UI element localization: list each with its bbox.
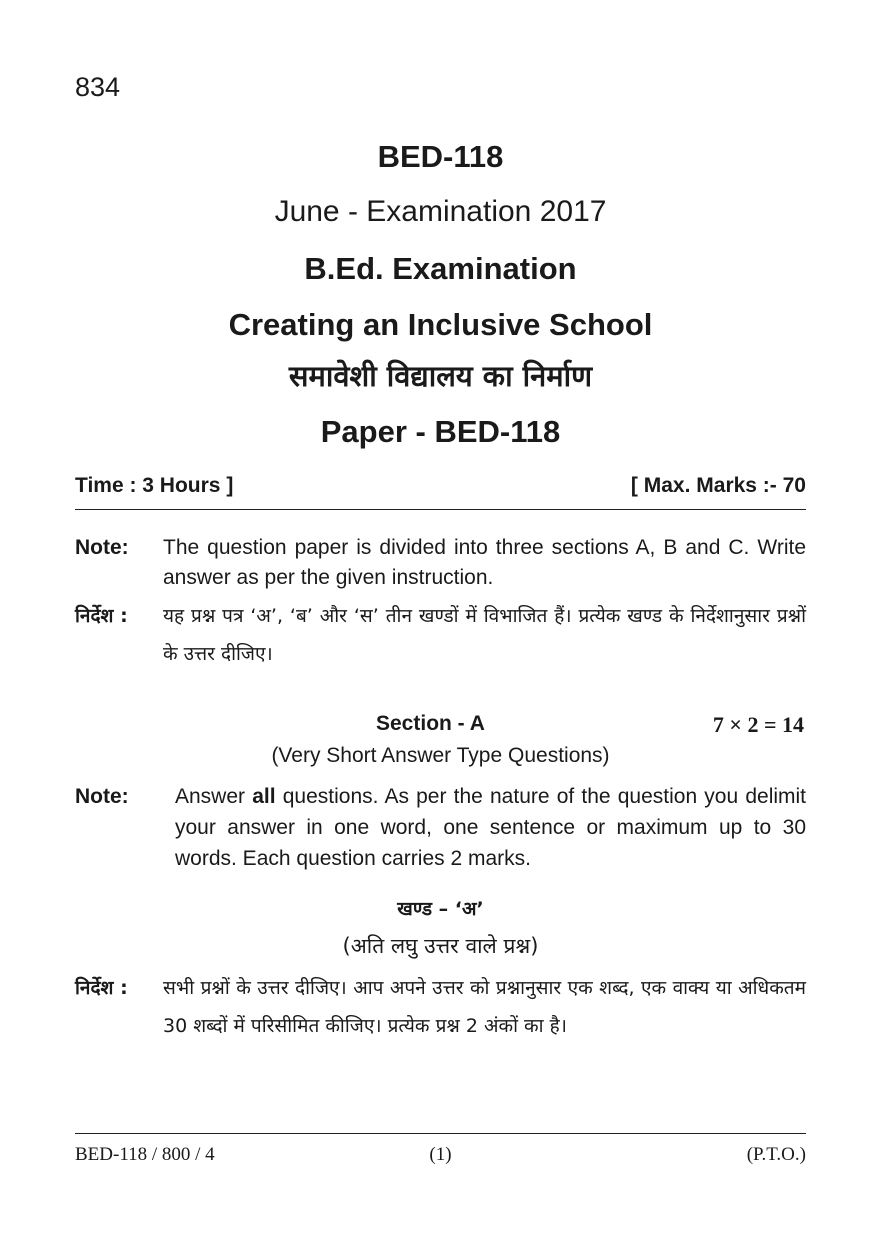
section-note-label-hi: निर्देश : [75, 977, 128, 999]
exam-session: June - Examination 2017 [274, 195, 607, 228]
note-label: Note: [75, 536, 129, 559]
note-text-hi: यह प्रश्न पत्र ‘अ’, ‘ब’ और ‘स’ तीन खण्डों में विभाजित हैं। प्रत्येक खण्ड के निर्देशानुसार प्रश्नों के उत्तर दीजिए। [163, 605, 806, 665]
subject-title-hi: समावेशी विद्यालय का निर्माण [288, 359, 593, 393]
general-note-en [75, 533, 806, 593]
section-note-label: Note: [75, 785, 129, 808]
section-a-subtitle: (Very Short Answer Type Questions) [271, 744, 610, 767]
time-allowed: Time : 3 Hours ] [75, 474, 234, 497]
exam-name: B.Ed. Examination [304, 251, 577, 286]
section-a-note-hi [75, 969, 806, 1045]
section-note-text: Answer all questions. As per the nature of the question you delimit your answer in one word, one sentence or maximum up to 30 words. Each question carries 2 marks. [175, 785, 807, 870]
section-a-marks: 7 × 2 = 14 [712, 712, 804, 737]
section-note-text-hi: सभी प्रश्नों के उत्तर दीजिए। आप अपने उत्तर को प्रश्नानुसार एक शब्द, एक वाक्य या अधिकतम 30 शब्दों में परिसीमित कीजिए। प्रत्येक प्रश्न 2 अंकों का है। [163, 977, 806, 1037]
paper-label: Paper - BED-118 [320, 414, 561, 449]
general-note-hi [75, 597, 806, 673]
max-marks: [ Max. Marks :- 70 [630, 474, 806, 497]
note-text: The question paper is divided into three sections A, B and C. Write answer as per the given instruction. [163, 536, 806, 589]
section-a-subtitle-hi: (अति लघु उत्तर वाले प्रश्न) [342, 934, 539, 958]
section-a-title-hi: खण्ड – ‘अ’ [397, 898, 484, 920]
footer-code: BED-118 / 800 / 4 [75, 1144, 215, 1165]
subject-title-en: Creating an Inclusive School [228, 307, 653, 342]
paper-code-title: BED-118 [377, 139, 504, 174]
time-marks-row [75, 474, 806, 498]
note-label-hi: निर्देश : [75, 605, 128, 627]
header-divider [75, 509, 806, 510]
page-number: (1) [429, 1144, 452, 1165]
pto-label: (P.T.O.) [746, 1144, 806, 1165]
section-a-note-en [75, 781, 806, 874]
footer-divider [75, 1133, 806, 1134]
section-a-title: Section - A [376, 712, 485, 735]
code-number: 834 [75, 72, 121, 102]
